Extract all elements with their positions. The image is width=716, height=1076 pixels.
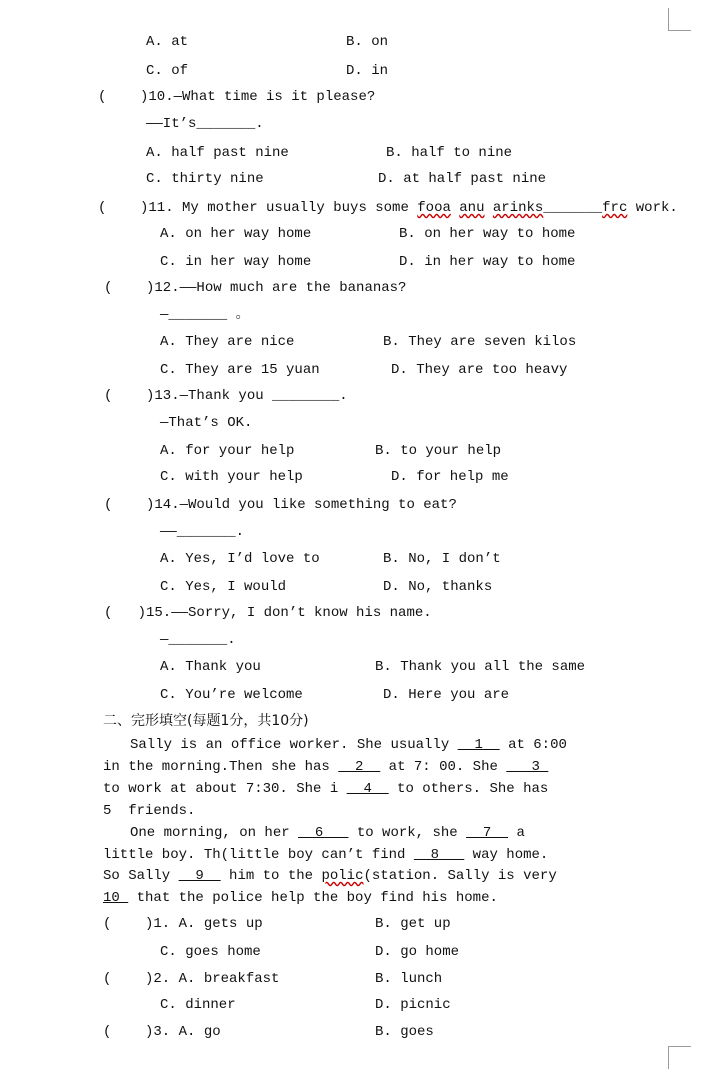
text-line: ( )14.—Would you like something to eat? — [104, 497, 457, 513]
misspelled-word: frc — [602, 200, 628, 216]
text-line: B. to your help — [375, 443, 502, 459]
blank-10: 10 — [103, 890, 129, 906]
text-line: C. dinner — [160, 997, 236, 1013]
text-line: ( )15.——Sorry, I don’t know his name. — [104, 605, 432, 621]
text-line: B. get up — [375, 916, 451, 932]
passage-line: 10 that the police help the boy find his home. — [103, 890, 498, 906]
passage-line: Sally is an office worker. She usually 1 at 6:00 — [130, 737, 567, 753]
misspelled-word: anu — [459, 200, 485, 216]
page-corner-mark — [668, 1046, 691, 1069]
text-line: B. on — [346, 34, 389, 50]
text-line: ( )13.—Thank you ________. — [104, 388, 348, 404]
text-line: —_______. — [160, 632, 236, 648]
page-corner-mark — [668, 8, 691, 31]
question-11: ( )11. My mother usually buys some fooa anu arinks_______frc work. — [98, 200, 678, 216]
blank-4: 4 — [346, 781, 389, 797]
text-line: —_______ 。 — [160, 307, 250, 323]
blank-9: 9 — [178, 868, 221, 884]
text-line: ( )12.——How much are the bananas? — [104, 280, 407, 296]
text-line: D. Here you are — [383, 687, 510, 703]
passage-line: in the morning.Then she has 2 at 7: 00. She 3 — [103, 759, 549, 775]
text-line: ——_______. — [160, 524, 245, 540]
text-line: A. Thank you — [160, 659, 261, 675]
text-line: C. They are 15 yuan — [160, 362, 320, 378]
text-line: C. with your help — [160, 469, 303, 485]
blank-3: 3 — [506, 759, 549, 775]
text-line: A. half past nine — [146, 145, 289, 161]
text-line: B. Thank you all the same — [375, 659, 586, 675]
text-line: ——It’s_______. — [146, 116, 264, 132]
text-line: C. of — [146, 63, 189, 79]
text-line: A. on her way home — [160, 226, 312, 242]
text-line: A. They are nice — [160, 334, 295, 350]
text-line: B. goes — [375, 1024, 434, 1040]
text-line: C. goes home — [160, 944, 261, 960]
text-line: A. at — [146, 34, 189, 50]
blank-6: 6 — [298, 825, 349, 841]
text-line: D. in her way to home — [399, 254, 576, 270]
text-line: ( )10.—What time is it please? — [98, 89, 376, 105]
text-line: B. half to nine — [386, 145, 513, 161]
blank-2: 2 — [338, 759, 381, 775]
text-line: D. for help me — [391, 469, 509, 485]
section-heading: 二、完形填空(每题1分，共10分) — [103, 713, 309, 729]
blank-8: 8 — [413, 847, 465, 863]
text-line: A. Yes, I’d love to — [160, 551, 320, 567]
text-line: —That’s OK. — [160, 415, 253, 431]
text-line: B. on her way to home — [399, 226, 576, 242]
text-line: A. for your help — [160, 443, 295, 459]
text-line: B. They are seven kilos — [383, 334, 577, 350]
text-line: ( )3. A. go — [103, 1024, 221, 1040]
text-line: B. lunch — [375, 971, 443, 987]
blank-7: 7 — [466, 825, 509, 841]
misspelled-word: polic — [321, 868, 364, 884]
text-line: D. in — [346, 63, 389, 79]
text-line: C. You’re welcome — [160, 687, 303, 703]
passage-line: One morning, on her 6 to work, she 7 a — [130, 825, 525, 841]
misspelled-word: arinks — [492, 200, 544, 216]
text-line: ( )2. A. breakfast — [103, 971, 280, 987]
passage-line: So Sally 9 him to the polic(station. Sally is very — [103, 868, 557, 884]
text-line: C. Yes, I would — [160, 579, 287, 595]
text-line: D. picnic — [375, 997, 451, 1013]
text-line: D. go home — [375, 944, 460, 960]
text-line: D. They are too heavy — [391, 362, 568, 378]
passage-line: to work at about 7:30. She i 4 to others. She has — [103, 781, 549, 797]
text-line: B. No, I don’t — [383, 551, 501, 567]
text-line: ( )1. A. gets up — [103, 916, 263, 932]
text-line: C. in her way home — [160, 254, 312, 270]
passage-line: little boy. Th(little boy can’t find 8 way home. — [103, 847, 549, 863]
blank-1: 1 — [457, 737, 500, 753]
misspelled-word: fooa — [417, 200, 451, 216]
text-line: C. thirty nine — [146, 171, 264, 187]
text-line: 5 friends. — [103, 803, 196, 819]
text-line: D. at half past nine — [378, 171, 547, 187]
text-line: D. No, thanks — [383, 579, 493, 595]
